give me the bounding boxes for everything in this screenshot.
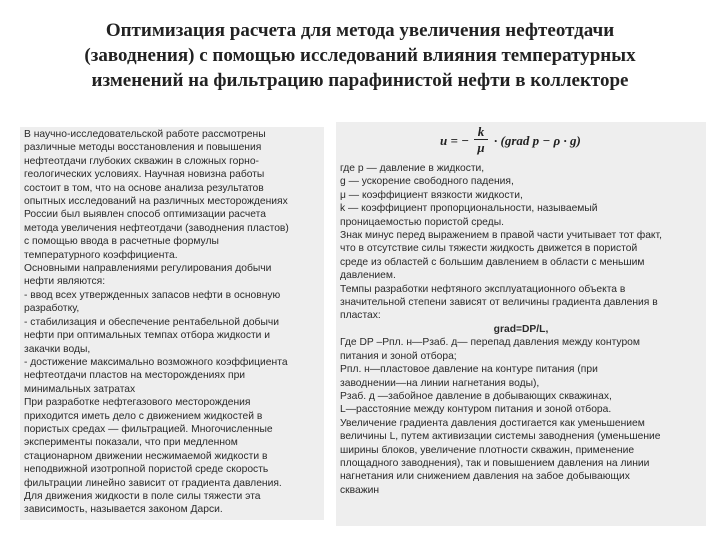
left-text-line: стационарном движении несжимаемой жидкости в	[24, 450, 268, 462]
left-text-line: Основными направлениями регулирования добычи	[24, 263, 272, 275]
left-text-line: нефти являются:	[24, 276, 106, 288]
right-text-line: где p — давление в жидкости,	[340, 163, 485, 174]
right-text-line: Рзаб. д —забойное давление в добывающих скважинах,	[340, 390, 612, 402]
left-text-line: эксперименты показали, что при медленном	[24, 437, 238, 449]
formula-denominator: μ	[477, 140, 485, 155]
right-text-line: скважин	[340, 484, 380, 496]
right-text-line: Где DP –Рпл. н—Рзаб. д— перепад давления между контуром	[340, 337, 640, 349]
slide-title	[40, 18, 680, 93]
left-text-panel	[20, 127, 324, 520]
left-text-line: Для движения жидкости в поле силы тяжести эта	[24, 490, 261, 502]
left-text-line: метода увеличения нефтеотдачи (заводнения пластов)	[24, 222, 289, 234]
right-text-line: Темпы разработки нефтяного эксплуатационного объекта в	[340, 283, 626, 295]
left-text-line: состоит в том, что на основе анализа результатов	[24, 182, 264, 194]
right-text-line: нагнетания или снижением давления на забое добывающих	[340, 471, 630, 483]
left-text-line: опытных исследований на различных месторождениях	[24, 196, 288, 208]
right-text-line: g — ускорение свободного падения,	[340, 176, 514, 188]
left-text-line: зависимость, называется законом Дарси.	[24, 504, 223, 516]
darcy-formula	[440, 122, 702, 162]
formula-numerator: k	[474, 124, 488, 140]
left-text-line: - стабилизация и обеспечение рентабельной добычи	[24, 316, 279, 328]
left-text-line: нефтеотдачи глубоких скважин в сложных горно-	[24, 155, 259, 167]
right-text-bottom	[340, 336, 702, 497]
formula-lhs: u = −	[440, 133, 470, 148]
pressure-gradient-equation: grad=DP/L,	[493, 323, 549, 335]
right-text-line: Знак минус перед выражением в правой части учитывает тот факт,	[340, 230, 662, 242]
left-text-line: разработку,	[24, 303, 80, 315]
right-text-line: давлением.	[340, 270, 396, 282]
right-text-line: пластах:	[340, 310, 381, 322]
formula-fraction	[474, 124, 488, 155]
right-text-line: что в отсутствие силы тяжести жидкость движется в пористой	[340, 243, 638, 255]
right-text-top	[340, 162, 702, 323]
left-text-line: геологических условиях. Научная новизна работы	[24, 169, 265, 181]
left-text-line: фильтрации линейно зависит от градиента давления.	[24, 477, 282, 489]
right-text-line: проницаемостью пористой среды.	[340, 216, 504, 228]
left-text-line: нефти при оптимальных темпах отбора жидкости и	[24, 330, 271, 342]
right-text-line: площадного заводнения), так и повышением давления на линии	[340, 457, 650, 469]
right-text-panel	[336, 122, 706, 526]
left-text-line: закачки воды,	[24, 343, 91, 355]
right-text-line: Увеличение градиента давления достигается как уменьшением	[340, 417, 645, 429]
left-text-line: неподвижной изотропной пористой среде скорость	[24, 464, 269, 476]
left-text-line: - ввод всех утвержденных запасов нефти в основную	[24, 289, 281, 301]
title-line-2: (заводнения) с помощью исследований влияния температурных	[84, 45, 636, 66]
left-text-line: В научно-исследовательской работе рассмотрены	[24, 129, 266, 140]
right-text-line: Рпл. н—пластовое давление на контуре питания (при	[340, 364, 598, 376]
left-text-line: пористых средах — фильтрацией. Многочисленные	[24, 423, 273, 435]
left-text-line: - достижение максимально возможного коэффициента	[24, 356, 288, 368]
right-text-line: μ — коэффициент вязкости жидкости,	[340, 189, 523, 201]
right-text-line: заводнении—на линии нагнетания воды),	[340, 377, 540, 389]
right-text-line: k — коэффициент пропорциональности, называемый	[340, 203, 598, 215]
right-text-line: среде из областей с большим давлением в области с меньшим	[340, 256, 645, 268]
left-text-line: температурного коэффициента.	[24, 249, 178, 261]
left-text-line: России был выявлен способ оптимизации расчета	[24, 209, 267, 221]
right-text-line: L—расстояние между контуром питания и зоной отбора.	[340, 404, 612, 416]
right-text-line: значительной степени зависят от величины градиента давления в	[340, 297, 658, 309]
title-line-1: Оптимизация расчета для метода увеличения нефтеотдачи	[105, 20, 615, 41]
right-text-line: величины L, путем активизации системы заводнения (уменьшение	[340, 431, 661, 443]
left-text-line: минимальных затратах	[24, 383, 136, 395]
right-text-line: ширины блоков, увеличение плотности скважин, применение	[340, 444, 635, 456]
title-line-3: изменений на фильтрацию парафинистой нефти в коллекторе	[91, 70, 629, 91]
left-text-line: При разработке нефтегазового месторождения	[24, 397, 251, 409]
right-text-line: питания и зоной отбора;	[340, 350, 457, 362]
left-text-line: приходится иметь дело с движением жидкостей в	[24, 410, 263, 422]
left-text-line: с помощью ввода в расчетные формулы	[24, 236, 219, 248]
formula-rhs: · (grad p − ρ · g)	[494, 133, 581, 148]
left-text-line: различные методы восстановления и повышения	[24, 142, 262, 154]
left-text-line: нефтеотдачи пластов на месторождениях при	[24, 370, 246, 382]
